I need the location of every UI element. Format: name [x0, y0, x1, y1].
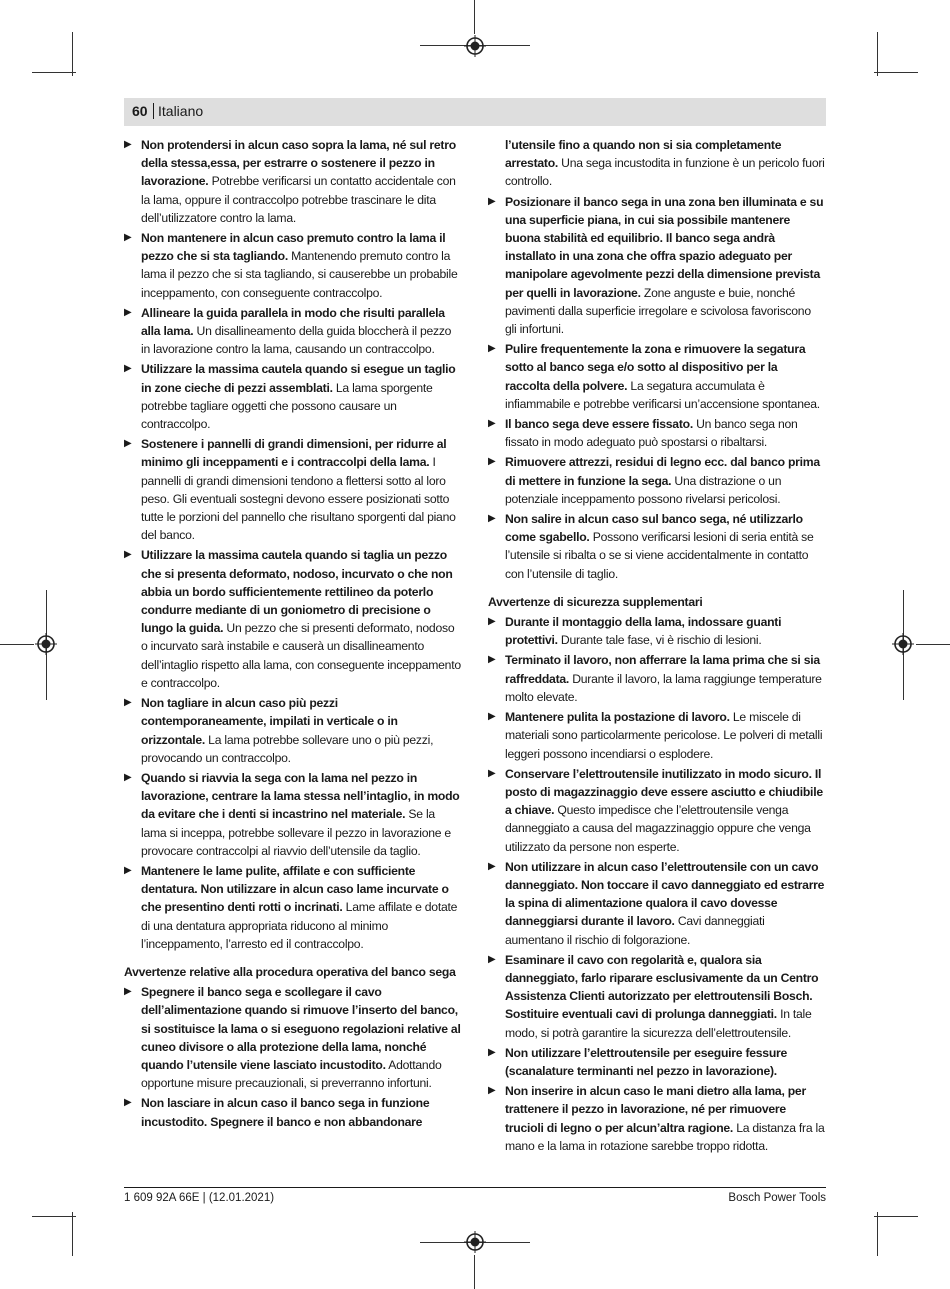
warning-text: Zone anguste e buie, nonché pavimenti dalla superficie irregolare e scivolosa favoriscono gli infortuni. — [505, 285, 811, 337]
warning-lead: Non lasciare in alcun caso il banco sega in funzione incustodito. Spegnere il banco e non abbandonare — [141, 1096, 430, 1129]
bullet-triangle-icon: ▶ — [488, 456, 496, 468]
footer-rule — [124, 1187, 826, 1188]
warning-text: Questo impedisce che l’elettroutensile venga danneggiato a causa del magazzinaggio oppure che venga utilizzato da persone non esperte. — [505, 803, 811, 854]
warning-item — [124, 304, 461, 359]
section-heading: Avvertenze di sicurezza supplementari — [488, 594, 703, 609]
warning-lead: Esaminare il cavo con regolarità e, qualora sia danneggiato, farlo riparare esclusivamente da un Centro Assistenza Clienti autorizzato per elettroutensili Bosch. Sostituire eventuali cavi di prolunga danneggiati. — [505, 952, 819, 1022]
page-number: 60 — [132, 103, 148, 119]
bullet-triangle-icon: ▶ — [488, 195, 496, 207]
warning-lead: Spegnere il banco sega e scollegare il cavo dell’alimentazione quando si rimuove l’inserto del banco, si sostituisce la lama o si eseguono regolazioni relative al cuneo divisore o alla protezione della lama, nonché quando l’utensile viene lasciato incustodito. — [141, 985, 461, 1072]
warning-item — [124, 694, 461, 767]
registration-mark-icon — [35, 633, 57, 655]
bullet-triangle-icon: ▶ — [488, 711, 496, 723]
warning-lead: Non utilizzare l’elettroutensile per eseguire fessure (scanalature terminanti nel pezzo in lavorazione). — [505, 1045, 788, 1078]
warning-list — [124, 136, 461, 953]
warning-text: La lama sporgente potrebbe tagliare oggetti che possono causare un contraccolpo. — [141, 380, 433, 432]
bullet-triangle-icon: ▶ — [124, 306, 132, 318]
warning-lead: Sostenere i pannelli di grandi dimensioni, per ridurre al minimo gli inceppamenti e i contraccolpi della lama. — [141, 437, 447, 470]
left-column — [124, 136, 461, 1133]
warning-item — [488, 193, 825, 339]
warning-list — [124, 983, 461, 1131]
warning-lead: Conservare l’elettroutensile inutilizzato in modo sicuro. Il posto di magazzinaggio deve essere asciutto e chiudibile a chiave. — [505, 766, 823, 818]
warning-text: Le miscele di materiali sono particolarmente pericolose. Le polveri di metalli leggeri possono incendiarsi o esplodere. — [505, 710, 823, 761]
warning-item — [488, 340, 825, 413]
warning-lead: Non inserire in alcun caso le mani dietro alla lama, per trattenere il pezzo in lavorazione, né per rimuovere trucioli di legno o per alcun’altra ragione. — [505, 1084, 806, 1135]
crop-mark — [72, 1212, 73, 1256]
warning-item — [488, 453, 825, 508]
document-code: 1 609 92A 66E | (12.01.2021) — [124, 1192, 275, 1204]
warning-text: Una sega incustodita in funzione è un pericolo fuori controllo. — [505, 156, 825, 189]
bullet-triangle-icon: ▶ — [488, 953, 496, 965]
crop-mark — [877, 1212, 878, 1256]
warning-list — [488, 613, 825, 1155]
crop-mark — [916, 644, 950, 645]
warning-lead: l’utensile fino a quando non si sia completamente arrestato. — [505, 138, 782, 171]
warning-text: Un pezzo che si presenti deformato, nodoso o incurvato sarà instabile e causerà un disallineamento dell’intaglio rispetto alla lama, con conseguente inceppamento e contraccolpo. — [141, 621, 461, 690]
warning-lead: Utilizzare la massima cautela quando si esegue un taglio in zone cieche di pezzi assemblati. — [141, 362, 456, 395]
right-column — [488, 136, 825, 1157]
warning-text: Durante tale fase, vi è rischio di lesioni. — [557, 633, 762, 648]
bullet-triangle-icon: ▶ — [124, 771, 132, 783]
warning-text: Una distrazione o un potenziale inceppamento possono rivelarsi pericolosi. — [505, 473, 782, 506]
bullet-triangle-icon: ▶ — [124, 363, 132, 375]
warning-lead: Terminato il lavoro, non afferrare la lama prima che si sia raffreddata. — [505, 653, 820, 686]
crop-mark — [474, 1255, 475, 1289]
warning-item — [488, 1044, 825, 1080]
bullet-triangle-icon: ▶ — [124, 232, 132, 244]
crop-mark — [874, 72, 918, 73]
warning-lead: Non utilizzare in alcun caso l’elettroutensile con un cavo danneggiato. Non toccare il cavo danneggiato ed estrarre la spina di alimentazione qualora il cavo dovesse danneggiarsi durante il lavoro. — [505, 859, 825, 929]
bullet-triangle-icon: ▶ — [488, 418, 496, 430]
warning-item — [488, 651, 825, 706]
warning-lead: Il banco sega deve essere fissato. — [505, 417, 693, 432]
warning-item — [124, 983, 461, 1092]
bullet-triangle-icon: ▶ — [488, 767, 496, 779]
warning-text: La lama potrebbe sollevare uno o più pezzi, provocando un contraccolpo. — [141, 732, 434, 765]
warning-item — [124, 360, 461, 433]
warning-lead: Mantenere pulita la postazione di lavoro. — [505, 710, 730, 725]
registration-mark-icon — [464, 35, 486, 57]
bullet-triangle-icon: ▶ — [488, 513, 496, 525]
warning-lead: Non salire in alcun caso sul banco sega, né utilizzarlo come sgabello. — [505, 512, 803, 545]
warning-item — [488, 415, 825, 451]
bullet-triangle-icon: ▶ — [488, 1046, 496, 1058]
warning-item — [488, 1082, 825, 1155]
bullet-triangle-icon: ▶ — [124, 697, 132, 709]
warning-lead: Allineare la guida parallela in modo che risulti parallela alla lama. — [141, 305, 445, 339]
warning-lead: Posizionare il banco sega in una zona ben illuminata e su una superficie piana, in cui sia possibile mantenere buona stabilità ed equilibrio. Il banco sega andrà installato in una zona che offra spazio adeguato per manipolare agevolmente pezzi della dimensione prevista per quelli in lavorazione. — [505, 194, 824, 300]
warning-lead: Durante il montaggio della lama, indossare guanti protettivi. — [505, 615, 782, 648]
warning-lead: Non protendersi in alcun caso sopra la lama, né sul retro della stessa,essa, per estrarre o sostenere il pezzo in lavorazione. — [141, 138, 456, 189]
warning-text: I pannelli di grandi dimensioni tendono a flettersi sotto al loro peso. Gli eventuali sostegni devono essere posizionati sotto tutte le porzioni del pannello che risultano sporgenti dal piano del banco. — [141, 455, 456, 543]
warning-lead: Rimuovere attrezzi, residui di legno ecc. dal banco prima di mettere in funzione la sega. — [505, 455, 820, 488]
warning-text: Adottando opportune misure precauzionali, si preverranno infortuni. — [141, 1057, 442, 1091]
warning-text: Mantenendo premuto contro la lama il pezzo che si sta tagliando, si causerebbe un probabile inceppamento, con conseguente contraccolpo. — [141, 249, 458, 300]
crop-mark — [32, 1216, 76, 1217]
warning-item — [488, 858, 825, 949]
crop-mark — [474, 0, 475, 34]
registration-mark-icon — [892, 633, 914, 655]
warning-item — [124, 546, 461, 692]
warning-lead: Non mantenere in alcun caso premuto contro la lama il pezzo che si sta tagliando. — [141, 231, 446, 264]
language-label: Italiano — [158, 103, 204, 119]
warning-text: Potrebbe verificarsi un contatto accidentale con la lama, oppure il contraccolpo potrebbe trascinare le dita dell’utilizzatore contro la lama. — [141, 174, 456, 225]
warning-lead: Quando si riavvia la sega con la lama nel pezzo in lavorazione, centrare la lama stessa nell’intaglio, in modo da evitare che i denti si incastrino nel materiale. — [141, 770, 460, 822]
brand-name: Bosch Power Tools — [728, 1192, 826, 1204]
crop-mark — [0, 644, 34, 645]
warning-item — [124, 862, 461, 953]
registration-mark-icon — [464, 1231, 486, 1253]
page-header — [124, 98, 826, 126]
bullet-triangle-icon: ▶ — [124, 986, 132, 998]
bullet-triangle-icon: ▶ — [124, 139, 132, 150]
bullet-triangle-icon: ▶ — [124, 864, 132, 876]
bullet-triangle-icon: ▶ — [124, 549, 132, 561]
warning-list — [488, 193, 825, 583]
crop-mark — [72, 32, 73, 76]
warning-text: Possono verificarsi lesioni di seria entità se l’utensile si ribalta o se si viene accidentalmente in contatto con l’utensile di taglio. — [505, 530, 814, 581]
warning-item — [488, 613, 825, 649]
warning-text: La segatura accumulata è infiammabile e potrebbe verificarsi un’accensione spontanea. — [505, 378, 820, 411]
bullet-triangle-icon: ▶ — [488, 654, 496, 666]
warning-item — [488, 951, 825, 1042]
warning-text: In tale modo, si potrà garantire la sicurezza dell’elettroutensile. — [505, 1007, 812, 1040]
bullet-triangle-icon: ▶ — [124, 438, 132, 450]
crop-mark — [32, 72, 76, 73]
warning-item — [124, 769, 461, 860]
bullet-triangle-icon: ▶ — [124, 1097, 132, 1109]
warning-item — [124, 435, 461, 544]
bullet-triangle-icon: ▶ — [488, 1085, 496, 1097]
bullet-triangle-icon: ▶ — [488, 860, 496, 872]
warning-item — [124, 229, 461, 302]
warning-text: Lame affilate e dotate di una dentatura appropriata riducono al minimo l’inceppamento, l’arresto ed il contraccolpo. — [141, 900, 458, 951]
warning-lead: Non tagliare in alcun caso più pezzi contemporaneamente, impilati in verticale o in orizzontale. — [141, 696, 398, 747]
warning-item — [488, 765, 825, 856]
section-heading: Avvertenze relative alla procedura operativa del banco sega — [124, 964, 456, 979]
warning-lead: Pulire frequentemente la zona e rimuovere la segatura sotto al banco sega e/o sotto al dispositivo per la raccolta della polvere. — [505, 342, 806, 393]
crop-mark — [874, 1216, 918, 1217]
bullet-triangle-icon: ▶ — [488, 616, 496, 628]
warning-item — [124, 136, 461, 227]
header-divider — [153, 103, 154, 119]
continued-paragraph — [488, 136, 825, 191]
warning-item — [124, 1094, 461, 1130]
warning-text: Se la lama si inceppa, potrebbe sollevare il pezzo in lavorazione e provocare contraccolpi al riavvio dell’utensile da taglio. — [141, 807, 451, 858]
warning-lead: Utilizzare la massima cautela quando si taglia un pezzo che si presenta deformato, nodoso, incurvato o che non abbia un bordo sufficientemente rettilineo da poterlo condurre mediante di un goniometro di precisione o lungo la guida. — [141, 548, 453, 636]
warning-text: Durante il lavoro, la lama raggiunge temperature molto elevate. — [505, 671, 822, 704]
warning-text: Un banco sega non fissato in modo adeguato può spostarsi o ribaltarsi. — [505, 417, 798, 450]
warning-lead: Mantenere le lame pulite, affilate e con sufficiente dentatura. Non utilizzare in alcun caso lame incurvate o che presentino denti rotti o incrinati. — [141, 863, 449, 915]
warning-item — [488, 510, 825, 583]
warning-text: Cavi danneggiati aumentano il rischio di folgorazione. — [505, 914, 765, 947]
crop-mark — [877, 32, 878, 76]
warning-text: La distanza fra la mano e la lama in rotazione sarebbe troppo ridotta. — [505, 1120, 825, 1153]
warning-text: Un disallineamento della guida bloccherà il pezzo in lavorazione contro la lama, causando un contraccolpo. — [141, 324, 452, 357]
warning-item — [488, 708, 825, 763]
bullet-triangle-icon: ▶ — [488, 343, 496, 355]
